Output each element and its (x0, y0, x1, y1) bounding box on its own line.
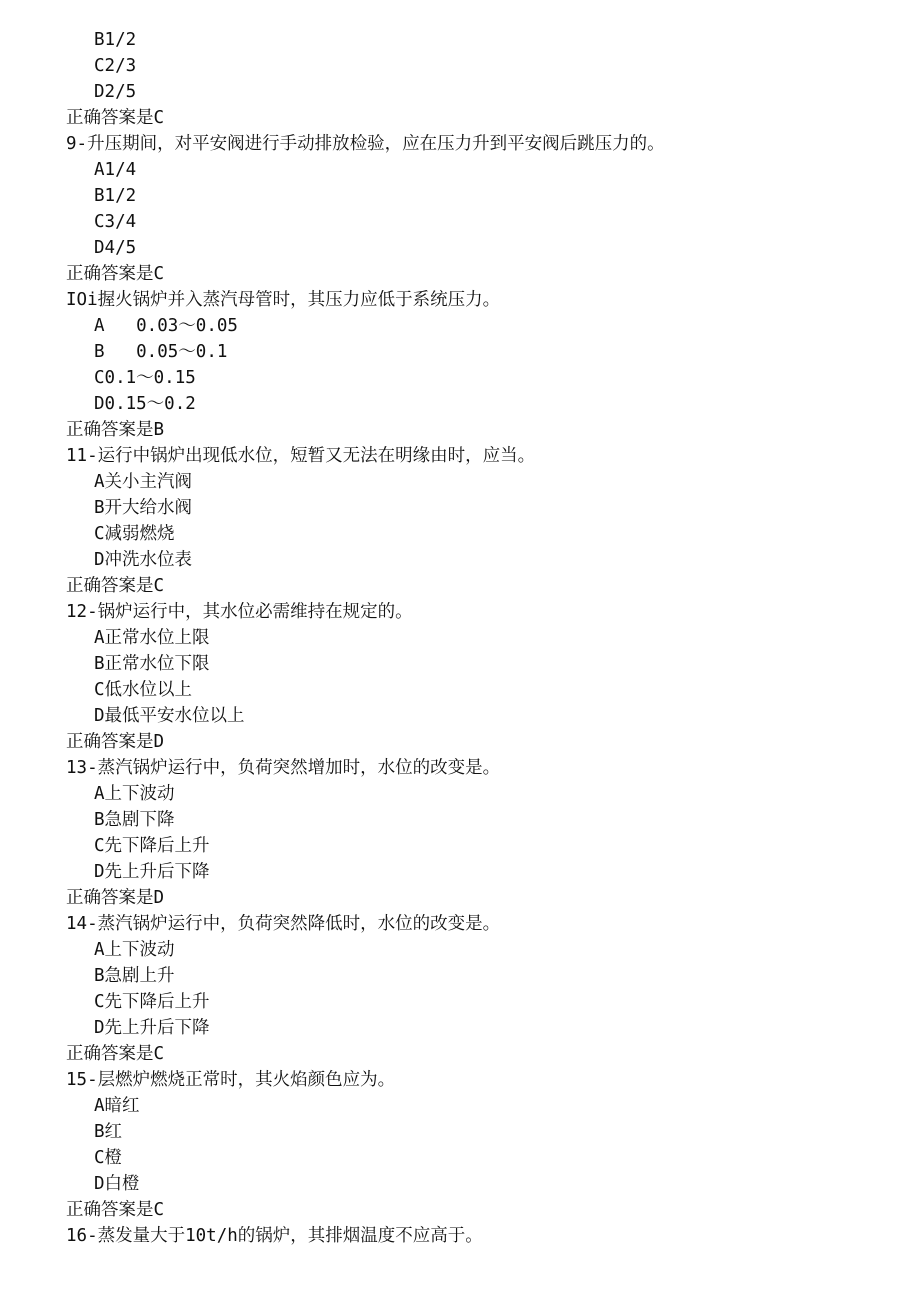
answer-option: D最低平安水位以上 (94, 706, 245, 726)
answer-option: D白橙 (94, 1174, 140, 1194)
question-text: 13-蒸汽锅炉运行中，负荷突然增加时，水位的改变是。 (66, 758, 501, 778)
correct-answer-text: 正确答案是C (66, 264, 165, 284)
answer-option: D4/5 (94, 238, 137, 258)
answer-option: B开大给水阀 (94, 498, 193, 518)
answer-option: A暗红 (94, 1096, 140, 1116)
answer-option: C低水位以上 (94, 680, 193, 700)
answer-option: A1/4 (94, 160, 137, 180)
correct-answer-text: 正确答案是C (66, 1044, 165, 1064)
question-text: IOi握火锅炉并入蒸汽母管时，其压力应低于系统压力。 (66, 290, 501, 310)
answer-option: B急剧上升 (94, 966, 175, 986)
question-text: 14-蒸汽锅炉运行中，负荷突然降低时，水位的改变是。 (66, 914, 501, 934)
answer-option: B1/2 (94, 30, 137, 50)
question-text: 16-蒸发量大于10t/h的锅炉，其排烟温度不应高于。 (66, 1226, 483, 1246)
answer-option: A正常水位上限 (94, 628, 210, 648)
answer-option: A关小主汽阀 (94, 472, 193, 492)
answer-option: D先上升后下降 (94, 862, 210, 882)
answer-option: A上下波动 (94, 784, 175, 804)
correct-answer-text: 正确答案是D (66, 732, 165, 752)
answer-option: C橙 (94, 1148, 123, 1168)
question-text: 12-锅炉运行中，其水位必需维持在规定的。 (66, 602, 413, 622)
answer-option: C先下降后上升 (94, 836, 210, 856)
answer-option: B红 (94, 1122, 123, 1142)
answer-option: A上下波动 (94, 940, 175, 960)
answer-option: B正常水位下限 (94, 654, 210, 674)
answer-option: C0.1～0.15 (94, 368, 196, 388)
answer-option: C2/3 (94, 56, 137, 76)
answer-option: B急剧下降 (94, 810, 175, 830)
question-text: 15-层燃炉燃烧正常时，其火焰颜色应为。 (66, 1070, 396, 1090)
answer-option: C3/4 (94, 212, 137, 232)
correct-answer-text: 正确答案是C (66, 576, 165, 596)
correct-answer-text: 正确答案是C (66, 108, 165, 128)
answer-option: D2/5 (94, 82, 137, 102)
answer-option: A 0.03～0.05 (94, 316, 238, 336)
answer-option: B1/2 (94, 186, 137, 206)
answer-option: C减弱燃烧 (94, 524, 175, 544)
answer-option: D冲洗水位表 (94, 550, 193, 570)
answer-option: B 0.05～0.1 (94, 342, 228, 362)
correct-answer-text: 正确答案是B (66, 420, 165, 440)
answer-option: D0.15～0.2 (94, 394, 196, 414)
question-text: 11-运行中锅炉出现低水位，短暂又无法在明缘由时，应当。 (66, 446, 536, 466)
answer-option: C先下降后上升 (94, 992, 210, 1012)
correct-answer-text: 正确答案是D (66, 888, 165, 908)
correct-answer-text: 正确答案是C (66, 1200, 165, 1220)
question-text: 9-升压期间，对平安阀进行手动排放检验，应在压力升到平安阀后跳压力的。 (66, 134, 665, 154)
answer-option: D先上升后下降 (94, 1018, 210, 1038)
